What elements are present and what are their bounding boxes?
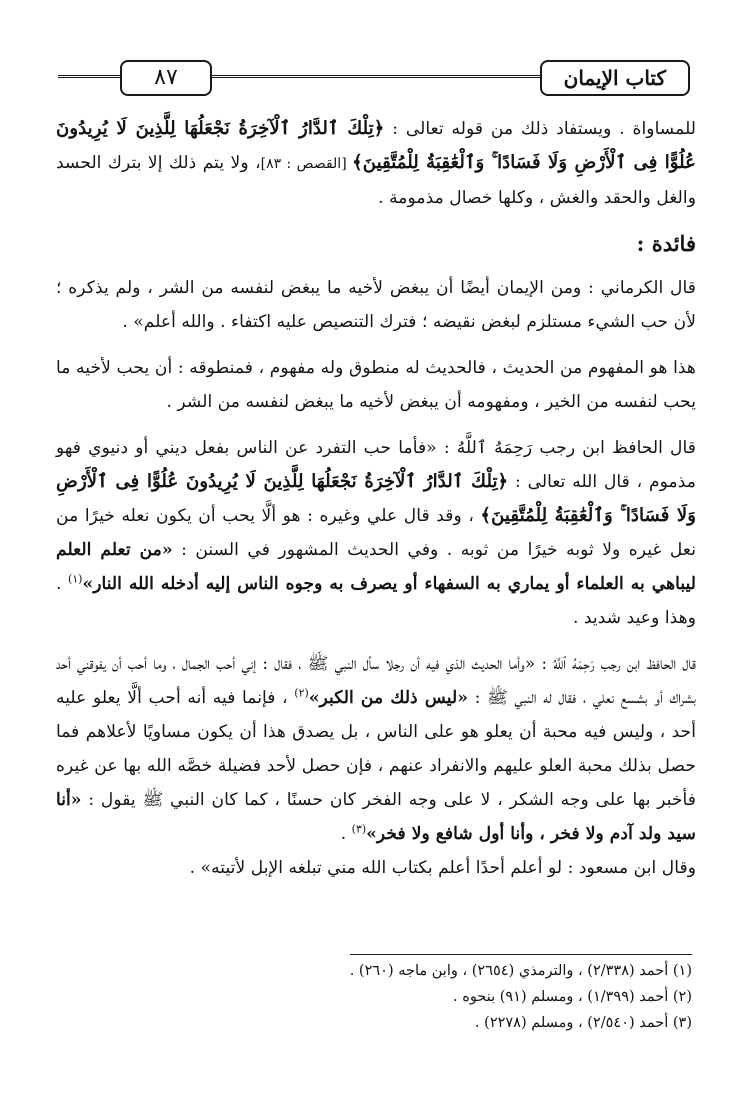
text: للمساواة . ويستفاد ذلك من قوله تعالى :: [384, 119, 697, 139]
page-header: [58, 58, 690, 98]
hadith-text: «أنا سيد ولد آدم ولا فخر ، وأنا أول شافع ولا فخر»: [56, 790, 696, 844]
footnote-marker: (٣): [351, 822, 367, 836]
paragraph-ibn-rajab-1: [56, 431, 696, 635]
footnote-item: (١) أحمد (٢/٣٣٨) ، والترمذي (٢٦٥٤) ، وابن ماجه (٢٦٠) .: [349, 963, 692, 979]
paragraph-kirmani: قال الكرماني : ومن الإيمان أيضًا أن يبغض لأخيه ما يبغض لنفسه من الشر ، ولم يذكره ؛ لأن حب الشيء مستلزم لبغض نقيضه ؛ فترك التنصيص عليه اكتفاء . والله أعلم» .: [56, 278, 696, 332]
footnote-item: (٣) أحمد (٢/٥٤٠) ، ومسلم (٢٢٧٨) .: [474, 1015, 692, 1031]
text: .: [340, 824, 352, 844]
hadith-text: «ليس ذلك من الكبر»: [308, 688, 468, 708]
paragraph-mafhum: هذا هو المفهوم من الحديث ، فالحديث له منطوق وله مفهوم ، فمنطوقه : أن يحب لأخيه ما يحب لنفسه من الخير ، ومفهومه أن يبغض لأخيه ما يبغض لنفسه من الشر .: [56, 358, 696, 412]
footnote-divider: [350, 954, 692, 955]
text: ، فإنما فيه أنه أحب ألَّا يعلو عليه أحد ، وليس فيه محبة أن يعلو هو على الناس ، بل يصدق هذا أن يكون مساويًا لأعلاهم فما حصل بذلك محبة العلو عليهم والانفراد عنهم ، فإن حصل لأحد فضيلة خصَّه الله بها عن غيره فأخبر بها على وجه الشكر ، لا على وجه الفخر كان حسنًا ، كما كان النبي ﷺ يقول :: [56, 688, 696, 810]
hadith-text: «من تعلم العلم ليباهي به العلماء أو يماري به السفهاء أو يصرف به وجوه الناس إليه أدخله الله النار»: [56, 540, 697, 594]
quran-verse: ﴿تِلْكَ ٱلدَّارُ ٱلْآخِرَةُ نَجْعَلُهَا لِلَّذِينَ لَا يُرِيدُونَ عُلُوًّا فِى ٱلْأَرْضِ وَلَا فَسَادًا ۚ وَٱلْعَٰقِبَةُ لِلْمُتَّقِينَ﴾: [56, 118, 697, 173]
text: ، ولا يتم ذلك إلا بترك الحسد والغل والحقد والغش ، وكلها خصال مذمومة .: [56, 153, 696, 208]
footnote-item: (٢) أحمد (١/٣٩٩) ، ومسلم (٩١) بنحوه .: [453, 989, 692, 1005]
text: قال الحافظ ابن رجب رَحِمَهُ ٱللَّهُ : «وأما الحديث الذي فيه أن رجلا سأل النبي ﷺ ، فقال : إني أحب الجمال ، وما أحب أن يفوقني أحد بشراك أو بشسع نعلي ، فقال له النبي ﷺ :: [56, 654, 696, 708]
verse-reference: [القصص : ٨٣]: [260, 156, 353, 172]
text: ، وقد قال علي وغيره : هو ألَّا يحب أن يكون نعله خيرًا من نعل غيره ولا ثوبه خيرًا من ثوبه . وفي الحديث المشهور في السنن :: [56, 506, 696, 560]
text: وقال ابن مسعود : لو أعلم أحدًا أعلم بكتاب الله مني تبلغه الإبل لأتيته» .: [189, 858, 696, 878]
book-title: كتاب الإيمان: [540, 60, 690, 96]
footnote-marker: (٢): [294, 686, 309, 700]
section-heading: فائدة :: [636, 231, 696, 256]
quran-verse: ﴿تِلْكَ ٱلدَّارُ ٱلْآخِرَةُ نَجْعَلُهَا لِلَّذِينَ لَا يُرِيدُونَ عُلُوًّا فِى ٱلْأَرْضِ وَلَا فَسَادًا ۚ وَٱلْعَٰقِبَةُ لِلْمُتَّقِينَ﴾: [56, 471, 696, 526]
text: . وهذا وعيد شديد .: [56, 574, 696, 628]
paragraph-ibn-rajab-2: [56, 647, 696, 885]
paragraph-equality: [56, 112, 696, 215]
page-number: ٨٧: [120, 60, 212, 96]
footnote-marker: (١): [67, 572, 83, 586]
footnotes: [52, 958, 692, 1036]
main-text: [56, 112, 696, 897]
text: قال الحافظ ابن رجب رَحِمَهُ ٱللَّهُ : «فأما حب التفرد عن الناس بفعل ديني أو دنيوي فهو مذموم ، قال الله تعالى :: [56, 438, 696, 492]
